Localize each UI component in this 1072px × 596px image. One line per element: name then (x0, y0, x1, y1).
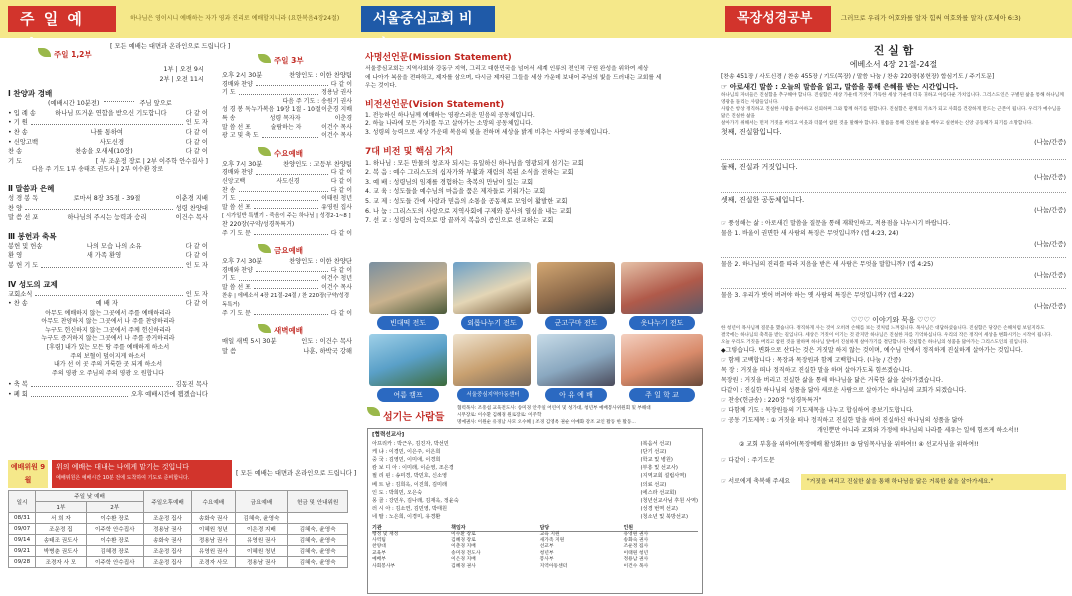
table-cell: 이은경 지배 (235, 524, 288, 535)
order-row: 찬 송 찬송을 오새세(10장) 다 같 이 (8, 148, 208, 156)
list-item: (청년선교사님 후원 사역) (640, 498, 698, 505)
section-fellowship: Ⅳ 성도의 교제 (8, 279, 58, 289)
confess-line: 목장원 : 거짓을 버리고 진실한 삶을 통해 하나님을 닮은 거룩한 삶을 살아가겠습니다. (721, 377, 943, 384)
vision-panel (357, 0, 713, 596)
table-row (9, 524, 348, 535)
table-cell: 조운정 집 (36, 524, 86, 535)
serve-text: 협력목사: 조흥섭 교육전도사: 송미경 안주일 어린이 및 성가대, 청년부 예배봉사위원회 및 부해대 시무장로: 이수환 김혜경 원로장로: 이주학 명예권사: 이원순 유경남 사모 오수혜 | 조경 김영옥 권순 이예화 강조 교인 활동 한 활동... (457, 406, 651, 425)
column-header: 인원 (623, 524, 698, 532)
closing-label: ☞ 서로에게 축복해 주세요 (721, 478, 791, 485)
list-item: (지역교회 설립사역) (640, 473, 687, 480)
list-item: (청소년 및 북방선교) (640, 514, 688, 521)
members-title: [협력선교사] (372, 432, 405, 438)
order-row: (예배시간 10분전) 주님 앞으로 (48, 100, 172, 108)
question-1: 첫째, 진실함입니다. (721, 128, 782, 136)
leaf-icon (258, 147, 271, 156)
order-row: 오후 2시 30분 찬양인도 : 이한 찬양팀 (222, 72, 352, 79)
photo-camp (369, 334, 447, 386)
serve-title: 섬기는 사람들 (367, 408, 444, 423)
question-3: 셋째, 진실한 공동체입니다. (721, 196, 805, 204)
table-cell: 송화숙 권사 (623, 538, 649, 544)
order-row: • 신앙고백 사도신경 다 같 이 (8, 138, 208, 146)
column-header: 기관 (372, 524, 451, 532)
table-cell: 이수환 장로 (86, 513, 143, 524)
table-cell: 김혜숙, 윤영숙 (288, 557, 348, 568)
order-row: 말 씀 선 포 하나님의 주시는 능력과 승리 이건수 목사 (8, 214, 208, 222)
vision-value: 4. 교 육 : 성도들을 예수님의 마음을 품은 제자들로 키워가는 교회 (365, 188, 546, 196)
table-cell: 사회봉사부 (372, 563, 396, 569)
share-question-2: 물음 2. 하나님의 진리를 따라 지음을 받은 새 사람은 무엇을 말합니까? (엡 4:25) (721, 261, 934, 268)
order-row: 환 영 새 가족 환영 다 같 이 (8, 252, 208, 260)
dawn-label: 새벽예배 (258, 325, 303, 336)
caption-clothes: 옷나누기 전도 (629, 316, 695, 330)
question-2: 둘째, 진실과 거짓입니다. (721, 163, 798, 171)
share-question-1: 물음 1. 바울이 권면한 새 사람의 특징은 무엇입니까? (엡 4:23, 24) (721, 230, 899, 237)
list-item: 러 시 아 : 김소연, 김민영, 박태원 (372, 506, 448, 513)
table-cell: 청년부 (539, 550, 554, 556)
table-cell: 09/07 (9, 524, 36, 535)
table-cell: 09/14 (9, 535, 36, 546)
table-cell: 유영원 권사 (192, 546, 235, 557)
table-cell: 김혜숙, 윤영숙 (288, 524, 348, 535)
table-cell: 08/31 (9, 513, 36, 524)
order-row: 경배와 찬양 다 같 이 (222, 266, 352, 274)
caption-center: 서울중심지역아동센터 (457, 388, 529, 402)
order-row: • 기 원 인 도 자 (8, 119, 208, 127)
vision-value: 5. 교 제 : 성도들 간에 사랑과 믿음의 소통을 공동체로 모임이 활발한 교회 (365, 197, 568, 205)
photo-infant (537, 334, 615, 386)
closing-blessing: "거짓을 버리고 진실한 삶을 통해 하나님을 닮은 거룩한 삶을 살아가세요." (801, 474, 1066, 490)
section-word: Ⅱ 말씀과 은혜 (8, 183, 55, 193)
seven-vision-title: 7대 비전 및 핵심 가치 (365, 146, 454, 157)
list-item: (학교 및 병원) (640, 457, 673, 463)
order-note: [ 시가일반 특별기 - 죽음이 주는 하나님 | 성경2-1~8 ] (222, 213, 351, 220)
table-cell: 조운정 집사 (143, 513, 191, 524)
bible-study-panel (713, 0, 1072, 596)
order-row: 말 씀 선 포 유영원 집사 (222, 203, 352, 211)
table-cell: 조운정 집사 (143, 557, 191, 568)
vision-statement-title: 비전선언문(Vision Statement) (365, 99, 505, 110)
committee-strip (8, 460, 357, 488)
vision-item: 1. 전능하신 하나님께 예배하는 영광스러운 믿음의 공동체입니다. (365, 111, 535, 119)
table-row (9, 535, 348, 546)
order-row: 특 송 성령 목자자 이춘경 (222, 114, 352, 122)
column-header: 책임자 (451, 524, 539, 532)
order-row: 기 도 이건수 청년 (222, 275, 352, 283)
prayer-line: ☞ 다함께 기도 : 목장원들의 기도제목을 나누고 합심하여 중보기도합니다. (721, 407, 914, 414)
wednesday-label: 수요예배 (258, 148, 303, 159)
table-row (9, 546, 348, 557)
share-intro: ☞ 풍성해는 삶 : 아로새긴 말씀을 질문을 통해 재확인하고, 적용점을 나누시기 바랍니다. (721, 220, 951, 227)
table-cell: 김혜숙, 윤영숙 (288, 546, 348, 557)
lords-prayer: ☞ 다같이 : 주기도문 (721, 457, 775, 464)
list-item: 캄 보 디 아 : 이미래, 이순영, 조은경 (372, 465, 454, 472)
story-title: ♡♡♡ 이야기와 묵음 ♡♡♡ (851, 316, 936, 324)
table-cell: 송미경 전도사 (451, 550, 481, 556)
table-cell: 정용남 권사 (235, 557, 288, 568)
table-cell: 이건수 목사 (623, 563, 649, 569)
apply-line: ◆그렇습니다. 변화으로 산다는 것은 거짓말 하지 않는 것이며, 예수님 안에서 정직하게 진실하게 살아가는 것입니다. (721, 347, 1023, 354)
table-cell: 이태원 청년 (623, 550, 649, 556)
study-subtitle: 그러므로 우리가 어호와를 알자 힘써 여호와를 알자 (호세아 6:3) (841, 14, 1021, 22)
story-body: 한 청년이 목사님께 질문을 했습니다. 정직하게 사는 것이 오히려 손해를 보는 것처럼 느껴집니다. 목사님은 대답하셨습니다. 진실함은 당장은 손해처럼 보일지라도 결국에는 하나님의 축복을 받는 길입니다. 세상은 거짓이 이기는 것 같지만 하나님은 진실한 자를 기억하십니다. 우리의 작은 정직이 세상을 변화시키는 시작이 됩니다. 오늘 우리도 거짓을 버리고 참된 것을 말하며 하나님 앞에서 진실하게 살아가기를 결단합니다. 진실함은 하나님의 성품을 닮아가는 그리스도인의 길입니다. (721, 326, 1052, 345)
photo-clothes (621, 262, 703, 314)
table-cell: 조운정 집사 (623, 544, 649, 550)
order-row: 봉헌 및 헌송 나의 모습 나의 소유 다 같 이 (8, 242, 208, 250)
committee-badge: 예배위원 9월 (8, 460, 48, 488)
table-cell: 조운정 집사 (143, 546, 191, 557)
order-row: 말 씀 나훈, 하박국 강해 (222, 347, 352, 355)
table-cell: 유영원 권사 (623, 531, 649, 537)
table-cell: 김혜숙, 윤영숙 (235, 513, 288, 524)
photo-sundayschool (621, 334, 703, 386)
share-2: (나눔/간증) (1034, 173, 1066, 181)
table-cell: 이혜원 청년 (192, 524, 235, 535)
lesson-body: 하나님의 자녀들은 진실함을 추구해야 합니다. 진실함은 세상 가운데 거짓이 가득한 세상 가운데 더욱 귀하고 아름다운 가치입니다. 그리스도인은 구별된 삶을 통해 하나님께 영광을 돌리는 사람들입니다. 사람은 항상 정직하고 진실한 사람을 좋아하고 신뢰하며 그와 함께 하기를 원합니다. 진실함은 관계의 기초가 되고 사회를 건강하게 만드는 근본이 됩니다. 우리가 예수님을 닮은 진실한 삶을 살아가기 위해서는 먼저 거짓을 버리고 이웃과 더불어 참된 것을 말해야 합니다. 말씀을 통해 진실한 삶을 배우고 실천하는 신앙 공동체가 되기를 소망합니다. (721, 93, 1064, 126)
confess-line: 다같이 : 진실한 하나님의 성품을 닮아 새로운 사람으로 살아가는 하나님의 교회가 되겠습니다. (721, 387, 967, 394)
order-row: 오후 7시 30분 찬양인도 : 고등부 찬양팀 (222, 160, 352, 168)
table-cell: 이춘경 지배 (451, 544, 476, 550)
table-row (372, 531, 698, 538)
table-cell: 09/21 (9, 546, 36, 557)
group-prayer-2: 개인뿐만 아니라 교회와 가정에 하나님의 나라를 세우는 일에 힘쓰게 하소서!! (817, 427, 1019, 434)
vision-value: 3. 예 배 : 성령님의 임재를 경험하는 축복의 만남이 있는 교회 (365, 178, 534, 186)
list-item: 몽 골 : 강민우, 김나래, 김재옥, 정윤숙 (372, 498, 459, 505)
leaf-icon (258, 54, 271, 63)
order-row: 성 경 봉 독 로마서 8장 35절 - 39절 이춘경 지배 (8, 194, 208, 202)
table-cell: 이주학 안수집사 (86, 557, 143, 568)
table-cell: 서 희 자 (36, 513, 86, 524)
study-header (713, 0, 1072, 38)
list-item: (의료 선교) (640, 481, 667, 488)
vision-value: 6. 나 눔 : 그리스도의 사랑으로 지역사회에 구제와 봉사의 열심을 내는 교회 (365, 207, 572, 215)
leaf-icon (367, 407, 380, 416)
order-row: • 폐 회 오후 예배시간에 뵙겠습니다 (8, 391, 208, 399)
table-cell: 찬양대 (372, 544, 386, 550)
table-cell: 이주학 안수집사 (86, 524, 143, 535)
order-row: 주 기 도 문 다 같 이 (222, 229, 352, 237)
order-row: 봉 헌 기 도 인 도 자 (8, 261, 208, 269)
notice-online: [ 모든 예배는 대면과 온라인으로 드립니다 ] (110, 43, 231, 50)
table-cell: 김혜경 장로 (86, 546, 143, 557)
table-cell: 이수환 장로 (451, 531, 476, 537)
caption-sweetpotato: 군고구마 전도 (545, 316, 607, 330)
order-row: 경배와 찬양 다 같 이 (222, 80, 352, 88)
vision-item: 3. 성령의 능력으로 세상 가운데 복음의 빛을 전하며 세상을 밝게 비추는 사랑의 공동체입니다. (365, 128, 610, 136)
order-note: 찬송 | 에베소서 4장 21절-24절 / 찬 220장(구약/성경독특거) (222, 293, 350, 309)
table-cell: 송화숙 권사 (192, 513, 235, 524)
order-row: 말 씀 선 포 이건수 목사 (222, 283, 352, 291)
order-row: • 입 례 송 하나님 뜨거운 연합을 받으신 기도합니다 다 같 이 (8, 109, 208, 117)
offering-song: ☞ 찬송(헌금송) : 220장 "성경독특거" (721, 397, 822, 404)
leaf-icon (258, 324, 271, 333)
lesson-title: 진 실 함 (873, 44, 914, 57)
order-row: 기 도 [ 부 조운정 장로 | 2부 이주학 안수집사 ] (8, 157, 208, 165)
caption-pancake: 빈대떡 전도 (377, 316, 439, 330)
leaf-icon (258, 244, 271, 253)
order-note: 다음 주 기도 1부 송태조 권도사 | 2부 이수환 장로 (32, 166, 164, 174)
list-item: 베 트 남 : 김희옥, 이진희, 김미래 (372, 481, 448, 488)
table-cell: 이수환 장로 (86, 535, 143, 546)
table-row (9, 513, 348, 524)
photo-center (453, 334, 531, 386)
order-row: 성 경 봉 독 누가복음 19장 1절 - 10절 이춘경 지배 (222, 106, 352, 114)
share-question-3: 물음 3. 우리가 벗어 버려야 하는 옛 사람의 특징은 무엇입니까? (엡 4:22) (721, 292, 914, 299)
table-cell: 정용남 권사 (623, 557, 649, 563)
order-row: 신앙고백 사도신경 다 같 이 (222, 177, 352, 185)
photo-pancake (369, 262, 447, 314)
mission-line: 에 나아가 복음을 전파하고, 제자를 삼으며, 다시금 제자된 그들을 세상 가운데 보내어 주님의 빛을 드러내는 교회를 세 (365, 74, 662, 81)
friday-label: 금요예배 (258, 245, 303, 256)
intro-line: ☞ 아로새긴 말씀 : 오늘의 말씀을 읽고, 말씀을 통해 은혜를 받는 시간입니다. (721, 83, 959, 91)
table-cell: 지역아동센터 (539, 563, 568, 569)
order-row: 경배와 찬양 다 같 이 (222, 169, 352, 177)
mission-line: 서울중심교회는 지역사회와 강동구 지역, 그리고 대한민국을 넘어서 세계 인류의 전인적 구원 완성을 위하여 세상 (365, 66, 649, 72)
order-row: 매일 새벽 5시 30분 인도 : 이건수 목사 (222, 338, 352, 346)
table-row (9, 557, 348, 568)
list-item: (에스라 선교회) (640, 489, 677, 496)
table-cell: 김혜경 권사 (451, 563, 476, 569)
caption-sharing: 외롭나누기 전도 (461, 316, 523, 330)
order-row: 교회소식 인 도 자 (8, 290, 208, 298)
share-3: (나눔/간증) (1034, 206, 1066, 214)
org-table (372, 524, 698, 570)
order-row: • 축 복 김동진 목사 (8, 381, 208, 389)
share-1: (나눔/간증) (1034, 138, 1066, 146)
table-cell: 김혜경 장로 (451, 538, 476, 544)
order-row: 찬 양 성령 찬양대 (8, 204, 208, 212)
table-cell: 송태조 권도사 (36, 535, 86, 546)
sunday-3-label: 주일 3부 (258, 55, 304, 66)
vision-value: 2. 복 음 : 예수 그리스도의 십자가와 부활과 재림의 복된 소식을 전하는 교회 (365, 169, 574, 177)
sunday-12-label: 주일 1,2부 (38, 49, 92, 60)
order-row: 주 기 도 문 다 같 이 (222, 309, 352, 317)
committee-message: 위의 예배는 대내는 나에게 맡기는 것입니다 예배위원은 예배시간 10분 전에 도착하여 기도로 준비합니다. (52, 460, 232, 488)
order-note: 다음 주 기도 : 송원기 권사 (282, 97, 352, 105)
order-row: 찬 송 다 같 이 (222, 186, 352, 194)
service-time-1: 1부 | 오전 9시 (163, 66, 204, 73)
list-item: (성경 번역 선교) (640, 506, 678, 513)
worship-panel (0, 0, 357, 596)
confess-intro: ☞ 함께 고백합니다 : 목장과 목장원과 함께 고백합니다. (나눔 / 간증) (721, 357, 901, 364)
vision-title: 서울중심교회 비전 (361, 6, 495, 32)
vision-value: 1. 하나님 : 모든 만물의 창조자 되시는 유일하신 하나님을 영광되게 섬기는 교회 (365, 159, 584, 167)
table-cell: 조경자 사 모 (36, 557, 86, 568)
vision-header (357, 0, 713, 53)
caption-sundayschool: 주 일 학 교 (629, 388, 695, 402)
list-item: 중 국 : 김영민, 이미애, 이경희 (372, 457, 441, 463)
order-row: 기 도 이태원 청년 (222, 195, 352, 203)
duty-table: 일시 주일 낮 예배 주일오후예배 수요예배 금요예배 헌금 및 안내위원 1부 2부 08/31 서 희 자 이수환 장로 조운정 집사 송화숙 권사 김혜숙, 윤영숙 09/07 조운정 집 이주학 안수집사 정용남 권사 이혜원 청년 이은경 지배 김혜숙, 윤영숙 09/14 송태조 권도사 이수환 장로 송화숙 권사 정용남 권사 유영원 권사 김혜숙, 윤영숙 09/21 박병춘 권도사 김혜경 장로 조운정 집사 유영원 권사 이혜원 청년 김혜숙, 윤영숙 09/28 조경자 사 모 이주학 안수집사 조운정 집사 조경자 사모 정용남 권사 김혜숙, 윤영숙 (8, 490, 348, 568)
table-cell: 유영원 권사 (235, 535, 288, 546)
list-item: 케 냐 : 이경민, 이은주, 이은희 (372, 448, 441, 455)
share-answer-3: (나눔/간증) (1034, 302, 1066, 310)
list-item: (부흥 및 선교사) (640, 465, 678, 472)
table-cell: 송화숙 권사 (143, 535, 191, 546)
order-row: 광 고 및 축 도 이건수 목사 (222, 132, 352, 140)
group-prayer-3: ② 교회 부흥을 위하여(목장예배 활성화)!! ③ 담임목사님을 위하여!! ④ 선교사님을 위하여!! (739, 441, 979, 448)
list-item: 인 도 : 박희민, 오은숙 (372, 489, 423, 496)
table-cell: 박병춘 권도사 (36, 546, 86, 557)
order-row: • 찬 송 나를 통하여 다 같 이 (8, 128, 208, 136)
photo-sweetpotato (537, 262, 615, 314)
members-box (367, 428, 703, 594)
table-cell: 정용남 권사 (192, 535, 235, 546)
table-cell: 이은경 지배 (451, 557, 476, 563)
table-cell: 봉사부 (539, 557, 554, 563)
order-row: 오후 7시 30분 찬양인도 : 이한 찬양단 (222, 258, 352, 266)
mission-line: 우는 것이다. (365, 83, 397, 90)
table-cell: 행정 및 재정 (372, 531, 399, 537)
list-item: (복음서 선교) (640, 440, 672, 447)
table-cell: 사역팀 (372, 538, 386, 544)
share-answer-2: (나눔/간증) (1034, 271, 1066, 279)
song-lyrics: 아무도 예배하지 않는 그곳에서 주를 예배하리라 아무도 찬양하지 않는 그곳에서 나 주를 찬양하리라 누구도 헌신하지 않는 그곳에서 주께 헌신하리라 누구도 증거하지 않는 그곳에서 나 주를 증거하리라 [후렴] 내가 있는 모든 땅 주를 예배하게 하소서 주의 보혈이 덮이지게 하소서 내가 선 이 곳 주의 거룩한 곳 되게 하소서 주의 영광 오 주님의 주의 영광 오 원합니다 (41, 309, 175, 377)
list-item: (단기 선교) (640, 448, 667, 455)
section-offering: Ⅲ 봉헌과 축복 (8, 231, 57, 241)
table-cell: 선교부 (539, 544, 554, 550)
order-line: [찬송 451장 / 사도신경 / 찬송 455장 / 기도(목장) / 말씀 나눔 / 찬송 220장(봉헌장) 합심기도 / 주기도문] (721, 74, 995, 80)
caption-camp: 여름 캠프 (377, 388, 439, 402)
worship-title: 주 일 예 배 (8, 6, 116, 32)
service-time-2: 2부 | 오전 11시 (159, 75, 204, 83)
mission-title: 사명선언문(Mission Statement) (365, 53, 512, 63)
worship-subtitle: 하나님은 영이시니 예배하는 자가 영과 진리로 예배할지니라 (요한복음4장24절) (130, 15, 340, 22)
leaf-icon (38, 48, 51, 57)
share-answer-1: (나눔/간증) (1034, 240, 1066, 248)
order-row: 기 도 정용남 권사 (222, 89, 352, 97)
table-cell: 교육부 (372, 550, 386, 556)
caption-infant: 아 유 예 배 (545, 388, 607, 402)
list-item: 아프리카 : 박근우, 김진자, 박선민 (372, 440, 449, 447)
table-cell: 조경자 사모 (192, 557, 235, 568)
column-header: 담당 (540, 524, 624, 532)
order-note: 찬 220장(구약/성경독특거) (222, 220, 295, 228)
table-cell: 09/28 (9, 557, 36, 568)
notice-online-2: [ 모든 예배는 대면과 온라인으로 드립니다 ] (236, 470, 357, 477)
table-cell: 교육 지원 (539, 531, 560, 537)
order-row: • 찬 송 예 배 자 다 같 이 (8, 300, 208, 308)
confess-line: 목 장 : 거짓을 떠나 정직하고 진실한 말을 하며 살아가도록 힘쓰겠습니다. (721, 367, 913, 374)
table-row (372, 564, 698, 570)
closing-row (721, 474, 1066, 490)
photo-sharing (453, 262, 531, 314)
list-item: 네 팔 : 노은희, 이경미, 유경환 (372, 514, 441, 521)
section-praise: Ⅰ 찬양과 경배 (8, 89, 53, 99)
vision-item: 2. 하늘 나라에 모든 가치를 두고 살아가는 소망의 공동체입니다. (365, 120, 533, 128)
order-row: 말 씀 선 포 술람하는 자 이건수 목사 (222, 123, 352, 131)
group-prayer: ☞ 공동 기도제목 : ① 거짓을 떠나 정직하고 진실한 말을 하며 진실하신 하나님의 성품을 닮아 (721, 417, 964, 424)
lesson-reference: 에베소서 4장 21절-24절 (849, 60, 938, 69)
table-cell: 예배부 (372, 557, 386, 563)
vision-value: 7. 선 교 : 성령의 능력으로 땅 끝까지 복음의 증인으로 선교하는 교회 (365, 217, 554, 225)
study-title: 목장성경공부 (725, 6, 831, 32)
list-item: 필 리 핀 : 송미경, 박민호, 신소영 (372, 473, 448, 480)
members-list (372, 440, 698, 522)
table-cell: 김혜숙, 윤영숙 (288, 535, 348, 546)
table-cell: 새가족 지원 (539, 538, 565, 544)
table-cell: 이혜원 청년 (235, 546, 288, 557)
table-cell: 정용남 권사 (143, 524, 191, 535)
